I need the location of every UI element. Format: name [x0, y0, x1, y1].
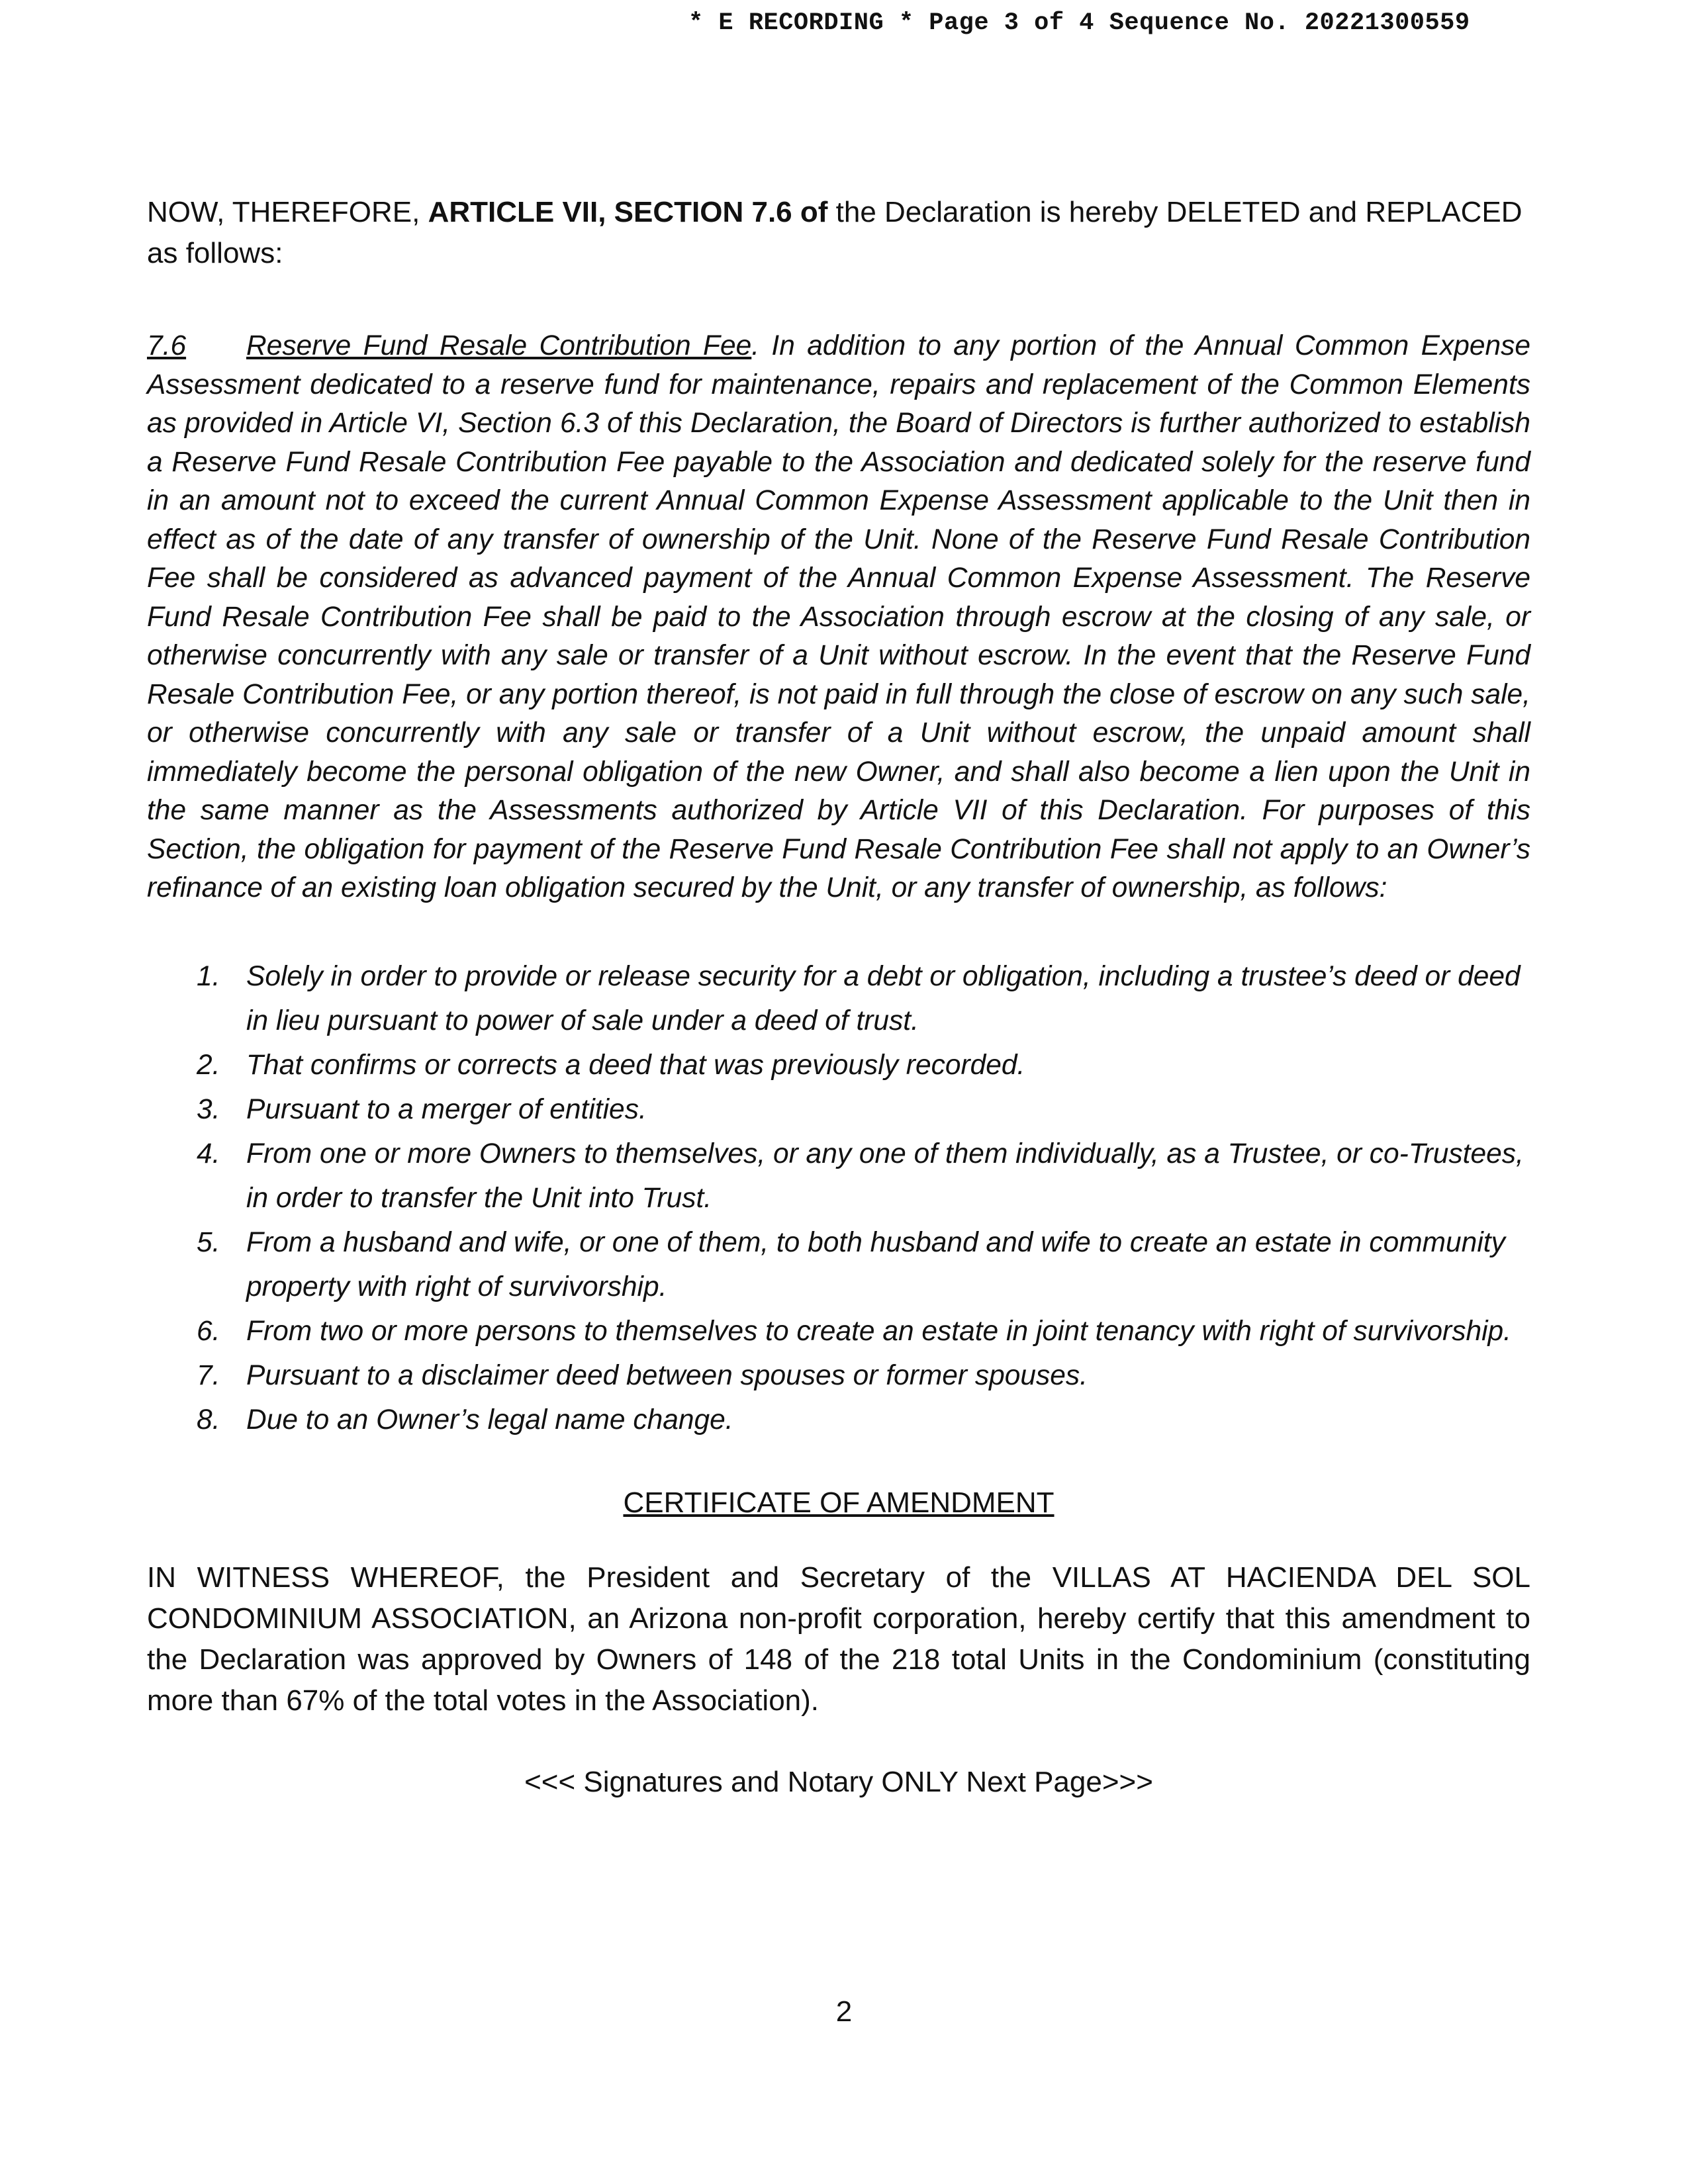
article-reference: ARTICLE VII, SECTION 7.6 of — [428, 196, 828, 228]
section-body: . In addition to any portion of the Annual Common Expense Assessment dedicated to a reserve fund for maintenance, repairs and replacement of the Common Elements as provided in Article VI, Section 6.3 of this Declaration, the Board of Directors is further authorized to establish a Reserve Fund Resale Contribution Fee payable to the Association and dedicated solely for the reserve fund in an amount not to exceed the current Annual Common Expense Assessment applicable to the Unit then in effect as of the date of any transfer of ownership of the Unit. None of the Reserve Fund Resale Contribution Fee shall be considered as advanced payment of the Annual Common Expense Assessment. The Reserve Fund Resale Contribution Fee shall be paid to the Association through escrow at the closing of any sale, or otherwise concurrently with any sale or transfer of a Unit without escrow. In the event that the Reserve Fund Resale Contribution Fee, or any portion thereof, is not paid in full through the close of escrow on any such sale, or otherwise concurrently with any sale or transfer of a Unit without escrow, the unpaid amount shall immediately become the personal obligation of the new Owner, and shall also become a lien upon the Unit in the same manner as the Assessments authorized by Article VII of this Declaration. For purposes of this Section, the obligation for payment of the Reserve Fund Resale Contribution Fee shall not apply to an Owner’s refinance of an existing loan obligation secured by the Unit, or any transfer of ownership, as follows: — [147, 330, 1530, 903]
section-title: Reserve Fund Resale Contribution Fee — [246, 330, 752, 361]
list-item-text: Due to an Owner’s legal name change. — [246, 1404, 733, 1435]
section-number: 7.6 — [147, 330, 187, 361]
list-item — [147, 1398, 1530, 1442]
intro-rest: the Declaration is hereby DELETED and REPLACED as follows: — [147, 196, 1523, 269]
list-item-text: That confirms or corrects a deed that was previously recorded. — [246, 1049, 1025, 1081]
exemption-list — [147, 954, 1530, 1442]
list-item-number: 6. — [197, 1315, 220, 1347]
section-7-6 — [147, 327, 1530, 908]
list-item-text: From one or more Owners to themselves, or any one of them individually, as a Trustee, or co-Trustees, in order to transfer the Unit into Trust. — [246, 1138, 1524, 1214]
list-item-text: Pursuant to a disclaimer deed between spouses or former spouses. — [246, 1359, 1088, 1391]
list-item — [147, 1309, 1530, 1353]
certificate-title: CERTIFICATE OF AMENDMENT — [623, 1486, 1055, 1519]
list-item — [147, 1043, 1530, 1087]
page-number: 2 — [835, 1995, 853, 2028]
list-item-text: From two or more persons to themselves to create an estate in joint tenancy with right of survivorship. — [246, 1315, 1511, 1347]
intro-paragraph — [147, 192, 1530, 274]
list-item — [147, 1132, 1530, 1220]
recording-stamp-header: * E RECORDING * Page 3 of 4 Sequence No. 20221300559 — [688, 9, 1470, 37]
list-item-text: Pursuant to a merger of entities. — [246, 1093, 647, 1125]
list-item-text: Solely in order to provide or release security for a debt or obligation, including a trustee’s deed or deed in lieu pursuant to power of sale under a deed of trust. — [246, 960, 1521, 1036]
list-item-number: 8. — [197, 1404, 220, 1435]
list-item — [147, 954, 1530, 1043]
list-item — [147, 1353, 1530, 1398]
list-item-number: 7. — [197, 1359, 220, 1391]
document-body — [147, 192, 1530, 1802]
list-item-number: 5. — [197, 1226, 220, 1258]
list-item-number: 2. — [197, 1049, 220, 1081]
list-item — [147, 1220, 1530, 1309]
list-item — [147, 1087, 1530, 1132]
list-item-number: 1. — [197, 960, 220, 992]
intro-lead: NOW, THEREFORE, — [147, 196, 428, 228]
witness-paragraph: IN WITNESS WHEREOF, the President and Secretary of the VILLAS AT HACIENDA DEL SOL CONDOMINIUM ASSOCIATION, an Arizona non-profit corporation, hereby certify that this amendment to the Declaration was approved by Owners of 148 of the 218 total Units in the Condominium (constituting more than 67% of the total votes in the Association). — [147, 1561, 1530, 1717]
list-item-number: 4. — [197, 1138, 220, 1169]
list-item-text: From a husband and wife, or one of them, to both husband and wife to create an estate in community property with right of survivorship. — [246, 1226, 1505, 1302]
next-page-note: <<< Signatures and Notary ONLY Next Page>>> — [524, 1765, 1153, 1798]
list-item-number: 3. — [197, 1093, 220, 1125]
